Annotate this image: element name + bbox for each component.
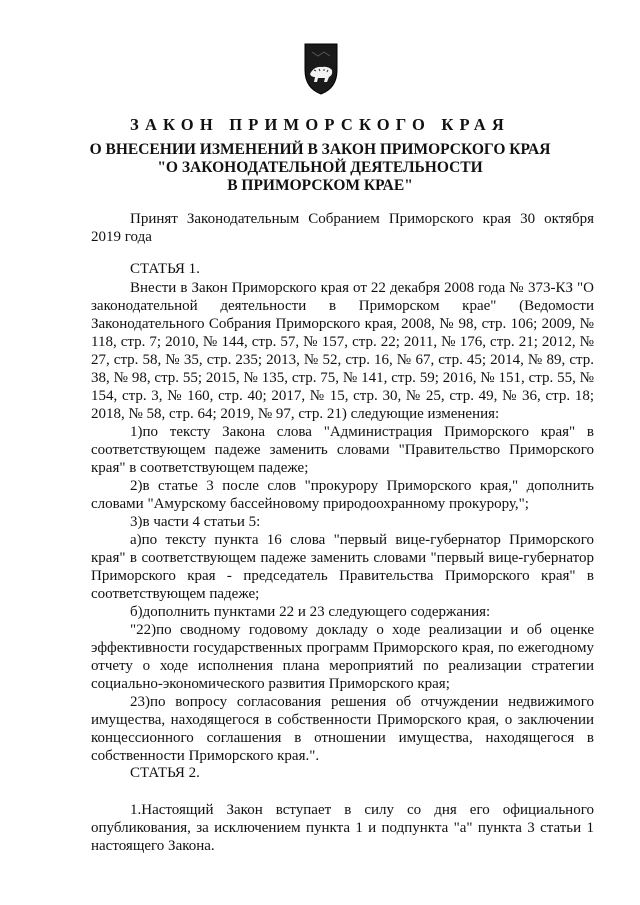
law-subtitle-line: О ВНЕСЕНИИ ИЗМЕНЕНИЙ В ЗАКОН ПРИМОРСКОГО КРАЯ: [89, 141, 551, 158]
paragraph: 23)по вопросу согласования решения об отчуждении недвижимого имущества, находящегося в собственности Приморского края, о заключении концессионного соглашения в отношении имущества, находящегося в собственности Приморского края.".: [91, 694, 594, 764]
paragraph: а)по тексту пункта 16 слова "первый вице-губернатор Приморского края" в соответствующем падеже заменить словами "первый вице-губернатор Приморского края - председатель Правительства Приморского края" в соответствующем падеже;: [91, 532, 594, 602]
article-1-heading: СТАТЬЯ 1.: [130, 261, 200, 277]
article-2-body: [91, 801, 594, 855]
paragraph: "22)по сводному годовому докладу о ходе реализации и об оценке эффективности государственных программ Приморского края, по ежегодному отчету о ходе исполнения плана мероприятий по реализации стратегии социально-экономического развития Приморского края;: [91, 622, 594, 692]
coat-of-arms-icon: [302, 40, 340, 96]
law-subtitle-line: В ПРИМОРСКОМ КРАЕ": [227, 177, 413, 194]
article-2-heading: СТАТЬЯ 2.: [130, 765, 200, 781]
paragraph: 2)в статье 3 после слов "прокурору Приморского края," дополнить словами "Амурскому бассейновому природоохранному прокурору,";: [91, 478, 594, 512]
paragraph: 1.Настоящий Закон вступает в силу со дня его официального опубликования, за исключением пункта 1 и подпункта "а" пункта 3 статьи 1 настоящего Закона.: [91, 802, 594, 854]
paragraph: 3)в части 4 статьи 5:: [130, 514, 261, 530]
adoption-note: Принят Законодательным Собранием Приморского края 30 октября 2019 года: [91, 211, 594, 245]
article-1-body: [91, 279, 594, 765]
paragraph: Внести в Закон Приморского края от 22 декабря 2008 года № 373-КЗ "О законодательной деятельности в Приморском крае" (Ведомости Законодательного Собрания Приморского края, 2008, № 98, стр. 106; 2009, № 118, стр. 7; 2010, № 144, стр. 57, № 157, стр. 22; 2011, № 176, стр. 21; 2012, № 27, стр. 58, № 35, стр. 235; 2013, № 52, стр. 16, № 67, стр. 45; 2014, № 89, стр. 38, № 98, стр. 55; 2015, № 135, стр. 75, № 141, стр. 59; 2016, № 151, стр. 55, № 154, стр. 3, № 160, стр. 40; 2017, № 15, стр. 30, № 25, стр. 49, № 36, стр. 18; 2018, № 58, стр. 64; 2019, № 97, стр. 21) следующие изменения:: [91, 280, 594, 422]
law-title: ЗАКОН ПРИМОРСКОГО КРАЯ: [130, 115, 510, 134]
paragraph: 1)по тексту Закона слова "Администрация Приморского края" в соответствующем падеже заменить словами "Правительство Приморского края" в соответствующем падеже;: [91, 424, 594, 476]
paragraph: б)дополнить пунктами 22 и 23 следующего содержания:: [130, 604, 491, 620]
law-subtitle-line: "О ЗАКОНОДАТЕЛЬНОЙ ДЕЯТЕЛЬНОСТИ: [157, 159, 483, 176]
